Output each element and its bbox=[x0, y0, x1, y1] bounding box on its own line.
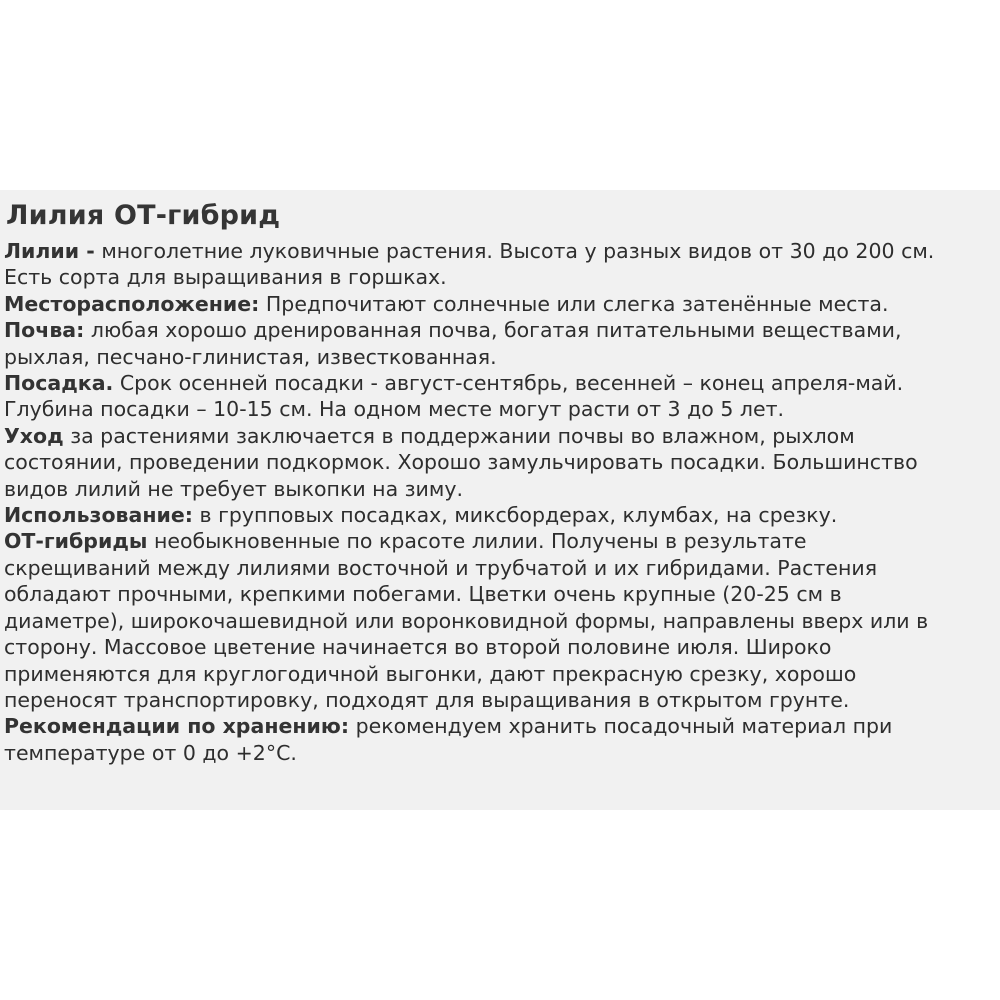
label-card bbox=[0, 190, 1000, 810]
location-text: Предпочитают солнечные или слегка затенённые места. bbox=[265, 291, 889, 316]
storage-text-2: температуре от 0 до +2°С. bbox=[4, 740, 297, 765]
section-care bbox=[4, 423, 992, 502]
ot-text-3: обладают прочными, крепкими побегами. Цветки очень крупные (20-25 см в bbox=[4, 582, 842, 607]
section-ot-hybrids bbox=[4, 528, 992, 713]
ot-text-1: необыкновенные по красоте лилии. Получены в результате bbox=[153, 529, 807, 554]
label-text bbox=[4, 198, 992, 766]
usage-line bbox=[4, 502, 992, 528]
section-soil bbox=[4, 317, 992, 370]
planting-label: Посадка. bbox=[4, 371, 114, 396]
intro-text-2: Есть сорта для выращивания в горшках. bbox=[4, 265, 447, 290]
ot-text-2: скрещиваний между лилиями восточной и трубчатой и их гибридами. Растения bbox=[4, 555, 878, 580]
storage-line-1 bbox=[4, 713, 992, 739]
care-text-2: состоянии, проведении подкормок. Хорошо замульчировать посадки. Большинство bbox=[4, 450, 918, 475]
care-label: Уход bbox=[4, 423, 64, 448]
intro-text-1: многолетние луковичные растения. Высота у разных видов от 30 до 200 см. bbox=[101, 239, 935, 263]
soil-text-1: любая хорошо дренированная почва, богатая питательными веществами, bbox=[90, 318, 902, 343]
intro-line-1 bbox=[4, 238, 992, 264]
planting-text-2: Глубина посадки – 10-15 см. На одном месте могут расти от 3 до 5 лет. bbox=[4, 397, 785, 422]
storage-label: Рекомендации по хранению: bbox=[4, 714, 350, 739]
care-text-1: за растениями заключается в поддержании почвы во влажном, рыхлом bbox=[70, 423, 855, 448]
planting-line-1 bbox=[4, 370, 992, 396]
section-storage bbox=[4, 713, 992, 766]
section-location bbox=[4, 291, 992, 317]
care-text-3: видов лилий не требует выкопки на зиму. bbox=[4, 476, 463, 501]
planting-text-1: Срок осенней посадки - август-сентябрь, весенней – конец апреля-май. bbox=[119, 371, 904, 396]
ot-line-1 bbox=[4, 528, 992, 554]
care-line-1 bbox=[4, 423, 992, 449]
section-intro bbox=[4, 238, 992, 291]
ot-text-7: переносят транспортировку, подходят для выращивания в открытом грунте. bbox=[4, 687, 850, 712]
soil-line-1 bbox=[4, 317, 992, 343]
intro-label: Лилии - bbox=[4, 239, 95, 263]
ot-text-6: применяются для круглогодичной выгонки, дают прекрасную срезку, хорошо bbox=[4, 661, 857, 686]
product-title: Лилия ОТ-гибрид bbox=[6, 200, 281, 231]
location-line bbox=[4, 291, 992, 317]
usage-text: в групповых посадках, миксбордерах, клумбах, на срезку. bbox=[199, 503, 838, 528]
ot-label: ОТ-гибриды bbox=[4, 529, 148, 554]
ot-text-4: диаметре), широкочашевидной или воронковидной формы, направлены вверх или в bbox=[4, 608, 929, 633]
storage-text-1: рекомендуем хранить посадочный материал при bbox=[355, 714, 893, 739]
section-planting bbox=[4, 370, 992, 423]
usage-label: Использование: bbox=[4, 503, 193, 528]
soil-label: Почва: bbox=[4, 318, 85, 343]
section-usage bbox=[4, 502, 992, 528]
soil-text-2: рыхлая, песчано-глинистая, известкованная. bbox=[4, 344, 497, 369]
ot-text-5: сторону. Массовое цветение начинается во второй половине июля. Широко bbox=[4, 635, 832, 660]
location-label: Месторасположение: bbox=[4, 291, 260, 316]
